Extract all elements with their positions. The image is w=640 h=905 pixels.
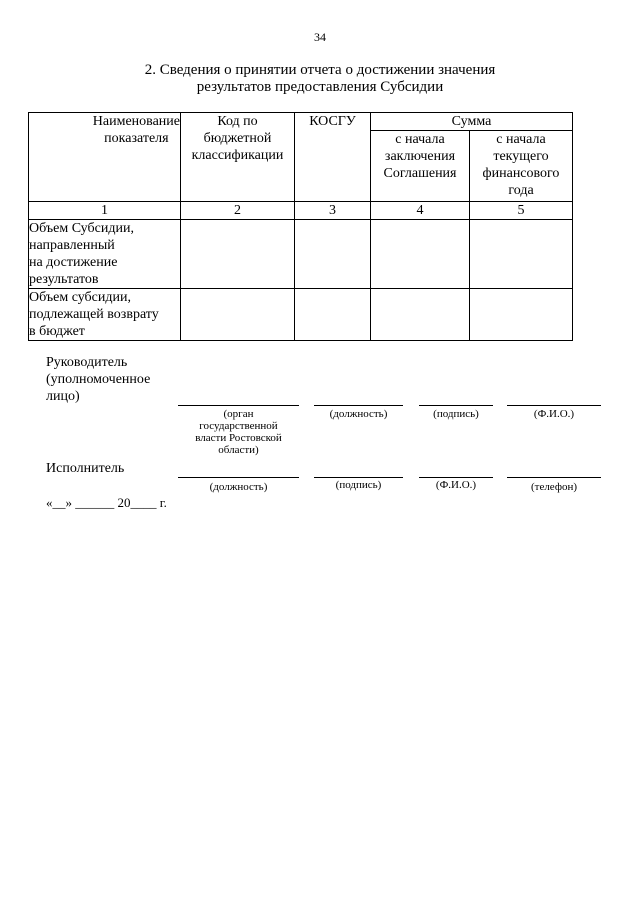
- executor-phone-line: [507, 477, 601, 478]
- table-cell: [181, 289, 295, 341]
- executor-signature-caption: (подпись): [335, 479, 382, 491]
- head-label: Руководитель (уполномоченное лицо): [46, 355, 151, 404]
- header-kosgu: КОСГУ: [295, 113, 371, 202]
- section-title: [0, 62, 640, 96]
- page-number: 34: [314, 30, 326, 44]
- table-cell: [295, 220, 371, 289]
- column-number: 3: [295, 202, 371, 220]
- row-label-subsidy-volume: Объем Субсидии, направленный на достижение результатов: [29, 220, 181, 289]
- report-table: [28, 112, 573, 341]
- header-sum: Сумма: [371, 113, 573, 131]
- header-sum-from-year: с начала текущего финансового года: [470, 131, 573, 202]
- table-cell: [470, 289, 573, 341]
- head-signature-line: [419, 405, 493, 406]
- head-position-caption: (должность): [329, 408, 388, 420]
- head-fio-caption: (Ф.И.О.): [533, 408, 575, 420]
- head-signature-caption: (подпись): [433, 408, 479, 420]
- column-number: 5: [470, 202, 573, 220]
- head-fio-line: [507, 405, 601, 406]
- table-cell: [371, 289, 470, 341]
- head-position-line: [314, 405, 403, 406]
- executor-label: Исполнитель: [46, 461, 125, 476]
- executor-position-caption: (должность): [209, 481, 268, 493]
- header-sum-from-agreement: с начала заключения Соглашения: [371, 131, 470, 202]
- table-row: [29, 220, 573, 289]
- table-cell: [295, 289, 371, 341]
- column-number: 4: [371, 202, 470, 220]
- executor-fio-caption: (Ф.И.О.): [435, 479, 477, 491]
- header-indicator-name: Наименование показателя: [29, 113, 181, 202]
- row-label-subsidy-return: Объем субсидии, подлежащей возврату в бюджет: [29, 289, 181, 341]
- section-title-line-1: 2. Сведения о принятии отчета о достижении значения: [144, 62, 496, 78]
- head-organ-caption: (орган государственной власти Ростовской области): [195, 408, 282, 456]
- column-number: 1: [29, 202, 181, 220]
- executor-signature-line: [314, 477, 403, 478]
- head-organ-line: [178, 405, 299, 406]
- header-budget-code: Код по бюджетной классификации: [181, 113, 295, 202]
- column-number: 2: [181, 202, 295, 220]
- section-title-line-2: результатов предоставления Субсидии: [196, 79, 444, 95]
- table-cell: [371, 220, 470, 289]
- executor-phone-caption: (телефон): [530, 481, 578, 493]
- executor-fio-line: [419, 477, 493, 478]
- date-line: «__» ______ 20____ г.: [46, 495, 167, 510]
- column-numbers-row: [29, 202, 573, 220]
- executor-position-line: [178, 477, 299, 478]
- table-row: [29, 289, 573, 341]
- table-cell: [470, 220, 573, 289]
- table-cell: [181, 220, 295, 289]
